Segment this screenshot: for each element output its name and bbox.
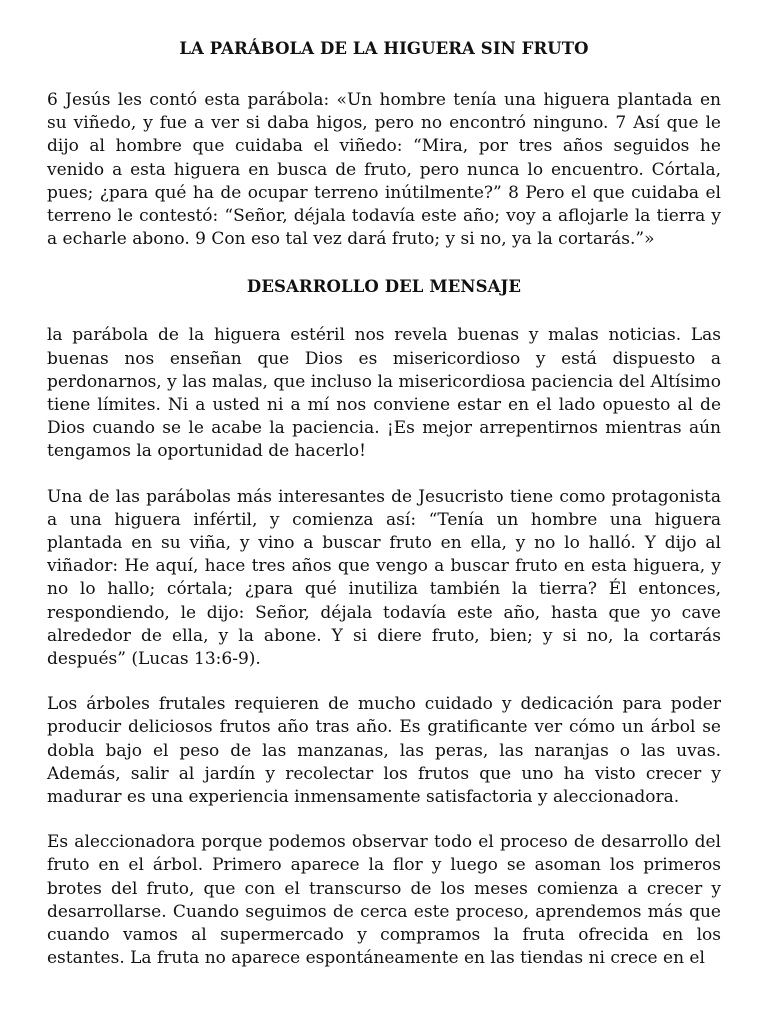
body-paragraph: Los árboles frutales requieren de mucho cuidado y dedicación para poder producir deliciosos frutos año tras año. Es gratificante ver cómo un árbol se dobla bajo el peso de las manzanas, las peras, las naranjas o las uvas. Además, salir al jardín y recolectar los frutos que uno ha visto crecer y madurar es una experiencia inmensamente satisfactoria y aleccionadora. (47, 694, 721, 808)
document-title: LA PARÁBOLA DE LA HIGUERA SIN FRUTO (179, 39, 589, 58)
section-heading: DESARROLLO DEL MENSAJE (246, 277, 522, 297)
document-page (47, 38, 721, 971)
body-paragraph: Una de las parábolas más interesantes de Jesucristo tiene como protagonista a una higuera infértil, y comienza así: “Tenía un hombre una higuera plantada en su viña, y vino a buscar fruto en ella, y no lo halló. Y dijo al viñador: He aquí, hace tres años que vengo a buscar fruto en esta higuera, y no lo hallo; córtala; ¿para qué inutiliza también la tierra? Él entonces, respondiendo, le dijo: Señor, déjala todavía este año, hasta que yo cave alrededor de ella, y la abone. Y si diere fruto, bien; y si no, la cortarás después” (Lucas 13:6-9). (47, 486, 721, 670)
body-paragraph: la parábola de la higuera estéril nos revela buenas y malas noticias. Las buenas nos enseñan que Dios es misericordioso y está dispuesto a perdonarnos, y las malas, que incluso la misericordiosa paciencia del Altísimo tiene límites. Ni a usted ni a mí nos conviene estar en el lado opuesto al de Dios cuando se le acabe la paciencia. ¡Es mejor arrepentirnos mientras aún tengamos la oportunidad de hacerlo! (47, 325, 721, 462)
body-paragraph: Es aleccionadora porque podemos observar todo el proceso de desarrollo del fruto en el árbol. Primero aparece la flor y luego se asoman los primeros brotes del fruto, que con el transcurso de los meses comienza a crecer y desarrollarse. Cuando seguimos de cerca este proceso, aprendemos más que cuando vamos al supermercado y compramos la fruta ofrecida en los estantes. La fruta no aparece espontáneamente en las tiendas ni crece en el (47, 832, 721, 969)
scripture-paragraph: 6 Jesús les contó esta parábola: «Un hombre tenía una higuera plantada en su viñedo, y fue a ver si daba higos, pero no encontró ninguno. 7 Así que le dijo al hombre que cuidaba el viñedo: “Mira, por tres años seguidos he venido a esta higuera en busca de fruto, pero nunca lo encuentro. Córtala, pues; ¿para qué ha de ocupar terreno inútilmente?” 8 Pero el que cuidaba el terreno le contestó: “Señor, déjala todavía este año; voy a aflojarle la tierra y a echarle abono. 9 Con eso tal vez dará fruto; y si no, ya la cortarás.”» (47, 90, 721, 250)
